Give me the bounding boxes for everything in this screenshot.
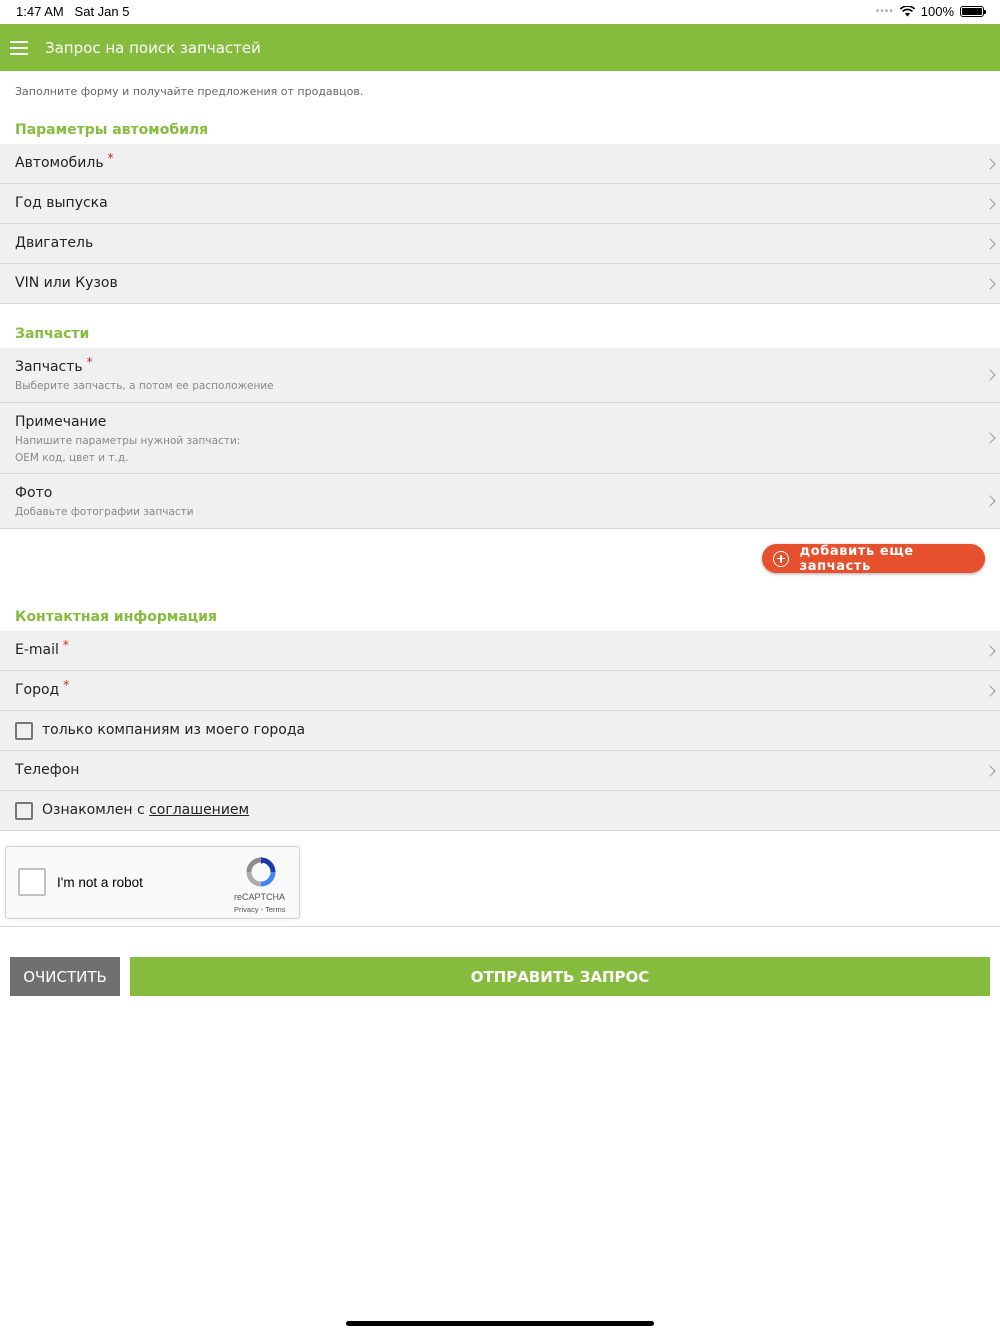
city-only-row bbox=[0, 711, 1000, 751]
section-title-parts: Запчасти bbox=[15, 326, 90, 342]
recaptcha-brand: reCAPTCHA bbox=[234, 892, 286, 902]
recaptcha-widget bbox=[5, 846, 300, 919]
photo-field[interactable] bbox=[0, 474, 1000, 529]
chevron-right-icon bbox=[984, 369, 995, 380]
city-field[interactable] bbox=[0, 671, 1000, 711]
note-hint-line2: OEM код, цвет и т.д. bbox=[15, 452, 129, 464]
chevron-right-icon bbox=[984, 278, 995, 289]
page-title: Запрос на поиск запчастей bbox=[45, 38, 261, 57]
email-field[interactable] bbox=[0, 631, 1000, 671]
agreement-checkbox[interactable] bbox=[15, 802, 33, 820]
car-label: Автомобиль * bbox=[15, 151, 114, 171]
divider bbox=[0, 926, 1000, 927]
city-label: Город * bbox=[15, 678, 70, 698]
required-mark: * bbox=[62, 638, 69, 652]
engine-label: Двигатель bbox=[15, 235, 94, 251]
note-hint-line1: Напишите параметры нужной запчасти: bbox=[15, 435, 241, 447]
recaptcha-logo-icon bbox=[246, 857, 276, 887]
home-indicator[interactable] bbox=[346, 1321, 654, 1326]
required-mark: * bbox=[86, 355, 93, 369]
chevron-right-icon bbox=[984, 158, 995, 169]
agreement-row bbox=[0, 791, 1000, 831]
photo-label: Фото bbox=[15, 485, 53, 501]
chevron-right-icon bbox=[984, 765, 995, 776]
email-label: E-mail * bbox=[15, 638, 69, 658]
year-field[interactable] bbox=[0, 184, 1000, 224]
city-only-label: только компаниям из моего города bbox=[42, 722, 306, 738]
submit-button[interactable]: ОТПРАВИТЬ ЗАПРОС bbox=[130, 957, 990, 996]
intro-text: Заполните форму и получайте предложения от продавцов. bbox=[15, 85, 364, 98]
hamburger-menu-icon[interactable] bbox=[10, 24, 48, 71]
engine-field[interactable] bbox=[0, 224, 1000, 264]
recaptcha-label: I'm not a robot bbox=[57, 875, 143, 890]
phone-field[interactable] bbox=[0, 751, 1000, 791]
signal-icon: •••• bbox=[875, 6, 894, 17]
chevron-right-icon bbox=[984, 432, 995, 443]
chevron-right-icon bbox=[984, 685, 995, 696]
car-field[interactable] bbox=[0, 144, 1000, 184]
phone-label: Телефон bbox=[15, 762, 80, 778]
vin-label: VIN или Кузов bbox=[15, 275, 118, 291]
status-indicators bbox=[876, 4, 984, 19]
section-title-contact: Контактная информация bbox=[15, 609, 217, 625]
chevron-right-icon bbox=[984, 645, 995, 656]
section-title-car: Параметры автомобиля bbox=[15, 122, 209, 138]
app-bar bbox=[0, 24, 1000, 71]
agreement-label: Ознакомлен с соглашением bbox=[42, 802, 250, 818]
clear-button[interactable]: ОЧИСТИТЬ bbox=[10, 957, 120, 996]
add-part-button[interactable] bbox=[762, 544, 985, 573]
note-label: Примечание bbox=[15, 414, 107, 430]
chevron-right-icon bbox=[984, 238, 995, 249]
photo-hint: Добавьте фотографии запчасти bbox=[15, 506, 194, 518]
chevron-right-icon bbox=[984, 198, 995, 209]
chevron-right-icon bbox=[984, 495, 995, 506]
status-bar bbox=[0, 0, 1000, 24]
add-part-label: добавить еще запчасть bbox=[799, 543, 914, 574]
recaptcha-terms[interactable]: Privacy - Terms bbox=[234, 905, 286, 914]
plus-circle-icon bbox=[773, 551, 789, 567]
note-field[interactable] bbox=[0, 403, 1000, 474]
year-label: Год выпуска bbox=[15, 195, 108, 211]
required-mark: * bbox=[63, 678, 70, 692]
status-time: 1:47 AM Sat Jan 5 bbox=[16, 4, 130, 19]
city-only-checkbox[interactable] bbox=[15, 722, 33, 740]
recaptcha-checkbox[interactable] bbox=[18, 868, 46, 896]
agreement-link[interactable]: соглашением bbox=[149, 802, 250, 818]
part-hint: Выберите запчасть, а потом ее расположение bbox=[15, 380, 274, 392]
vin-field[interactable] bbox=[0, 264, 1000, 304]
part-field[interactable] bbox=[0, 348, 1000, 403]
part-label: Запчасть * bbox=[15, 355, 93, 375]
battery-percent: 100% bbox=[920, 4, 954, 19]
required-mark: * bbox=[107, 151, 114, 165]
wifi-icon bbox=[900, 6, 915, 17]
battery-icon bbox=[960, 6, 984, 17]
